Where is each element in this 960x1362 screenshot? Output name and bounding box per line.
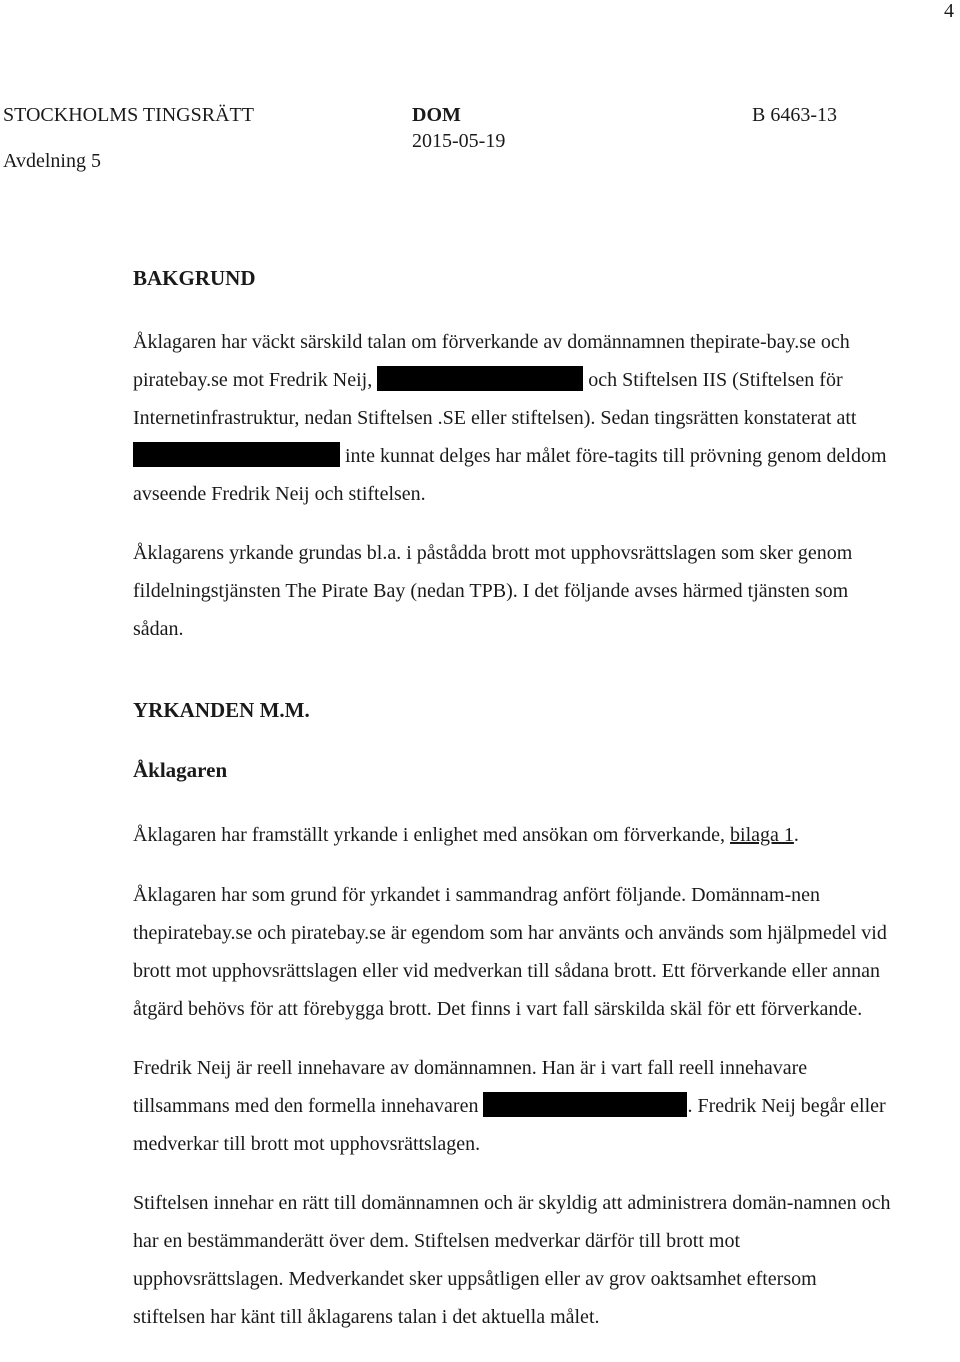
redaction-bar [483, 1092, 687, 1117]
document-header [3, 104, 948, 184]
paragraph-owner [133, 1049, 893, 1163]
subsection-heading-aklagaren: Åklagaren [133, 758, 228, 782]
paragraph-text: . [793, 824, 799, 846]
division: Avdelning 5 [3, 150, 101, 172]
document-body [133, 263, 893, 1336]
redaction-bar [377, 366, 583, 391]
page-number: 4 [944, 0, 954, 22]
section-heading-yrkanden: YRKANDEN M.M. [133, 698, 310, 722]
paragraph-foundation: Stiftelsen innehar en rätt till domännamnen och är skyldig att administrera domän-namnen och har en bestämmanderätt över dem. Stiftelsen medverkar därför till brott mot upphovsrättslagen. Medverkandet sker uppsåtligen eller av grov oaktsamhet eftersom stiftelsen har känt till åklagarens talan i det aktuella målet. [133, 1192, 891, 1328]
section-heading-bakgrund: BAKGRUND [133, 266, 256, 290]
paragraph-text: . Fredrik Neij begår eller medverkar till brott mot upphovsrättslagen. [133, 1095, 886, 1155]
paragraph-background [133, 323, 893, 513]
paragraph-claim [133, 816, 893, 854]
paragraph-text: inte kunnat delges har målet före-tagits till prövning genom deldom avseende Fredrik Neij och stiftelsen. [133, 445, 887, 505]
document-date: 2015-05-19 [412, 130, 506, 152]
paragraph-text: och Stiftelsen IIS (Stiftelsen för Internetinfrastruktur, nedan Stiftelsen .SE eller stiftelsen). Sedan tingsrätten konstaterat att [133, 369, 857, 429]
document-type: DOM [412, 104, 461, 126]
paragraph-text: Åklagaren har väckt särskild talan om förverkande av domännamnen thepirate-bay.se och piratebay.se mot Fredrik Neij, [133, 331, 850, 391]
paragraph-grounds: Åklagarens yrkande grundas bl.a. i påstådda brott mot upphovsrättslagen som sker genom fildelningstjänsten The Pirate Bay (nedan TPB). I det följande avses härmed tjänsten som sådan. [133, 542, 853, 640]
paragraph-prosecutor-grounds: Åklagaren har som grund för yrkandet i sammandrag anfört följande. Domännam-nen thepiratebay.se och piratebay.se är egendom som har använts och används som hjälpmedel vid brott mot upphovsrättslagen eller vid medverkan till sådana brott. Ett förverkande eller annan åtgärd behövs för att förebygga brott. Det finns i vart fall särskilda skäl för ett förverkande. [133, 884, 887, 1020]
appendix-link[interactable]: bilaga 1 [730, 824, 794, 846]
redaction-bar [133, 442, 340, 467]
case-number: B 6463-13 [752, 104, 837, 126]
paragraph-text: Fredrik Neij är reell innehavare av domännamnen. Han är i vart fall reell innehavare tillsammans med den formella innehavaren [133, 1057, 808, 1117]
paragraph-text: Åklagaren har framställt yrkande i enlighet med ansökan om förverkande, [133, 824, 731, 846]
court-name: STOCKHOLMS TINGSRÄTT [3, 104, 254, 126]
